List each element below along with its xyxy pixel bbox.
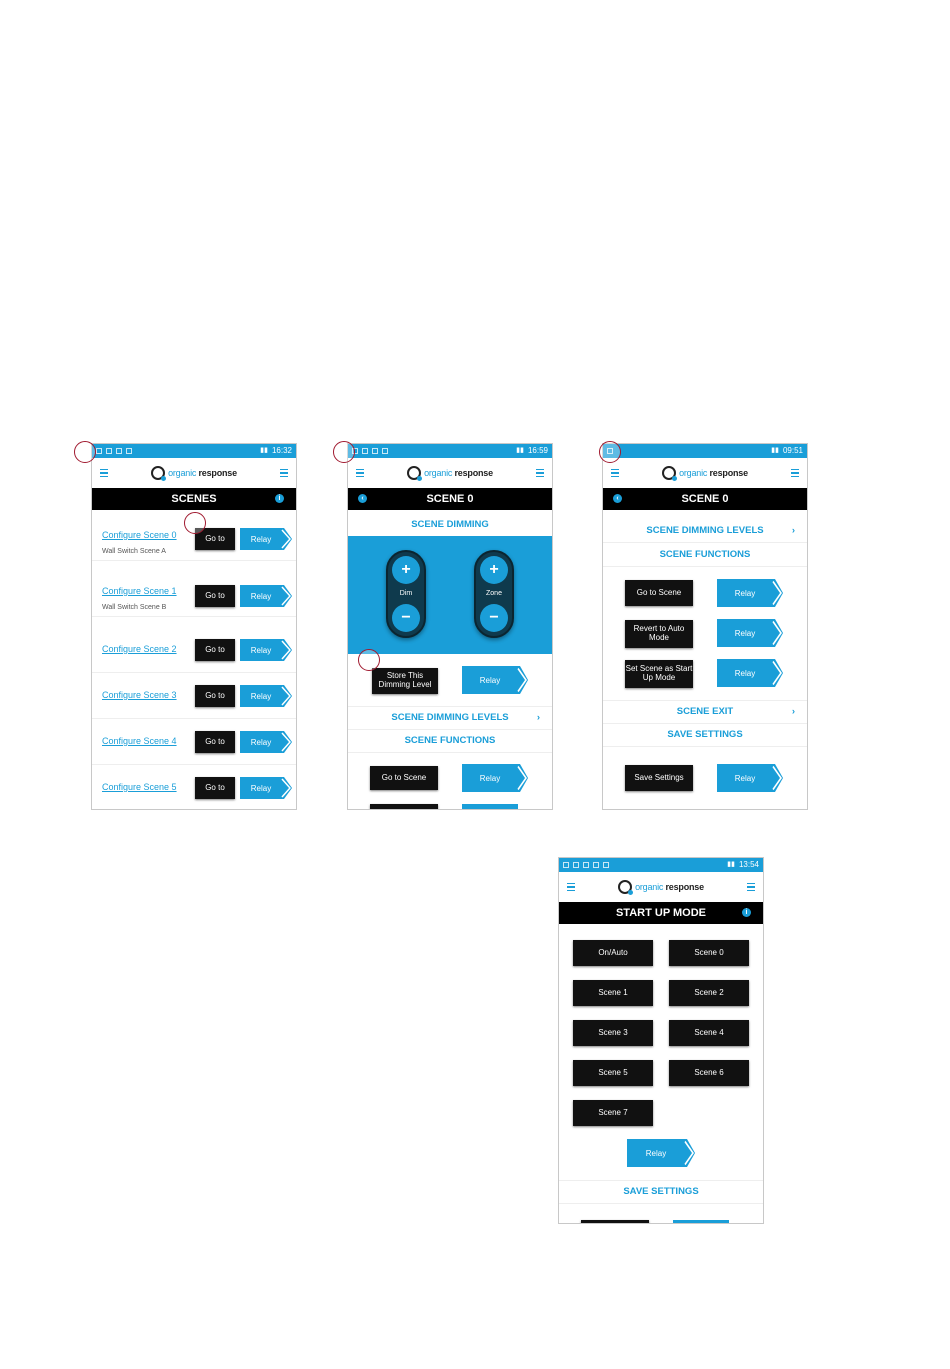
page-title: ‹ SCENE 0 [603, 488, 807, 510]
relay-arrow-icon [514, 666, 528, 694]
logo-mark-icon [662, 466, 676, 480]
notification-icons [563, 862, 609, 868]
relay-button[interactable]: Relay [717, 764, 773, 792]
status-bar [559, 858, 763, 872]
back-icon[interactable]: ‹ [613, 494, 622, 503]
options-menu-icon[interactable] [536, 469, 544, 478]
organic-response-logo: organic response [618, 880, 704, 894]
relay-arrow-icon [769, 619, 783, 647]
startup-option-button[interactable]: Scene 1 [573, 980, 653, 1006]
annotation-marker [333, 441, 355, 463]
startup-option-button[interactable]: Scene 7 [573, 1100, 653, 1126]
menu-icon[interactable] [567, 883, 575, 892]
options-menu-icon[interactable] [280, 469, 288, 478]
zone-up-button[interactable]: + [480, 556, 508, 584]
scene-subtitle: Wall Switch Scene A [102, 548, 166, 555]
menu-icon[interactable] [611, 469, 619, 478]
status-time: 13:54 [738, 860, 759, 869]
zone-control [474, 550, 514, 638]
status-time: 09:51 [782, 446, 803, 455]
page-title: ‹ SCENE 0 [348, 488, 552, 510]
annotation-marker [184, 512, 206, 534]
relay-button[interactable] [673, 1220, 729, 1224]
configure-scene-link[interactable]: Configure Scene 5 [102, 782, 177, 792]
scene-dimming-header: SCENE DIMMING [348, 514, 552, 537]
info-icon[interactable]: i [275, 494, 284, 503]
signal-icon: ▮▮ [516, 447, 524, 454]
startup-option-button[interactable]: Scene 0 [669, 940, 749, 966]
relay-arrow-icon [278, 528, 292, 550]
relay-button[interactable]: Relay [462, 764, 518, 792]
scene-row [92, 672, 296, 719]
scene-functions-header: SCENE FUNCTIONS [348, 730, 552, 753]
scene-row [92, 626, 296, 673]
relay-button[interactable]: Relay [717, 579, 773, 607]
scene-exit-link[interactable]: SCENE EXIT › [603, 700, 807, 724]
scene-row [92, 570, 296, 617]
startup-option-button[interactable]: On/Auto [573, 940, 653, 966]
chevron-right-icon: › [791, 706, 795, 717]
annotation-marker [74, 441, 96, 463]
notification-icons [96, 448, 132, 454]
relay-arrow-icon [278, 639, 292, 661]
configure-scene-link[interactable]: Configure Scene 0 [102, 530, 177, 540]
scene-row [92, 764, 296, 810]
startup-option-button[interactable]: Scene 3 [573, 1020, 653, 1046]
chevron-right-icon: › [791, 525, 795, 536]
notification-icons [352, 448, 388, 454]
relay-button[interactable]: Relay [717, 659, 773, 687]
relay-arrow-icon [769, 764, 783, 792]
page-title: SCENES i [92, 488, 296, 510]
phone-scenes [91, 443, 297, 810]
goto-button[interactable]: Go to [195, 585, 235, 607]
goto-button[interactable]: Go to [195, 777, 235, 799]
dimming-panel [348, 536, 552, 654]
app-header [92, 458, 296, 488]
page-title: START UP MODE i [559, 902, 763, 924]
relay-arrow-icon [278, 685, 292, 707]
annotation-marker [599, 441, 621, 463]
scene-dimming-levels-link[interactable]: SCENE DIMMING LEVELS › [603, 520, 807, 543]
save-settings-header: SAVE SETTINGS [559, 1180, 763, 1204]
info-icon[interactable]: i [742, 908, 751, 917]
relay-button[interactable]: Relay [240, 685, 282, 707]
signal-icon: ▮▮ [727, 861, 735, 868]
relay-button[interactable]: Relay [240, 777, 282, 799]
organic-response-logo: organic response [662, 466, 748, 480]
relay-button[interactable]: Relay [627, 1139, 685, 1167]
save-settings-header: SAVE SETTINGS [603, 724, 807, 747]
status-time: 16:59 [527, 446, 548, 455]
relay-button[interactable]: Relay [240, 731, 282, 753]
goto-button[interactable]: Go to [195, 528, 235, 550]
relay-button[interactable]: Relay [240, 639, 282, 661]
logo-mark-icon [618, 880, 632, 894]
scene-row [92, 718, 296, 765]
phone-scene-dimming [347, 443, 553, 810]
relay-arrow-icon [278, 777, 292, 799]
relay-arrow-icon [514, 764, 528, 792]
goto-scene-button[interactable]: Go to Scene [370, 766, 438, 790]
status-time: 16:32 [271, 446, 292, 455]
dim-label: Dim [399, 590, 413, 597]
set-startup-mode-button[interactable]: Set Scene as Start Up Mode [625, 660, 693, 688]
startup-option-button[interactable]: Scene 5 [573, 1060, 653, 1086]
organic-response-logo: organic response [151, 466, 237, 480]
options-menu-icon[interactable] [747, 883, 755, 892]
configure-scene-link[interactable]: Configure Scene 2 [102, 644, 177, 654]
annotation-marker [358, 649, 380, 671]
chevron-right-icon: › [536, 712, 540, 723]
relay-arrow-icon [769, 659, 783, 687]
save-settings-button[interactable]: Save Settings [625, 765, 693, 791]
goto-button[interactable]: Go to [195, 639, 235, 661]
relay-arrow-icon [681, 1139, 695, 1167]
dim-control [386, 550, 426, 638]
signal-icon: ▮▮ [771, 447, 779, 454]
dim-down-button[interactable]: − [392, 604, 420, 632]
startup-option-button[interactable]: Scene 2 [669, 980, 749, 1006]
relay-arrow-icon [278, 585, 292, 607]
scene-dimming-levels-link[interactable]: SCENE DIMMING LEVELS › [348, 706, 552, 730]
scene-functions-header: SCENE FUNCTIONS [603, 544, 807, 567]
phone-startup-mode [558, 857, 764, 1224]
relay-button[interactable]: Relay [717, 619, 773, 647]
next-function-button[interactable] [370, 804, 438, 810]
logo-mark-icon [407, 466, 421, 480]
save-settings-button[interactable] [581, 1220, 649, 1224]
phone-scene-functions [602, 443, 808, 810]
menu-icon[interactable] [100, 469, 108, 478]
goto-scene-button[interactable]: Go to Scene [625, 580, 693, 606]
scene-subtitle: Wall Switch Scene B [102, 604, 167, 611]
status-bar [92, 444, 296, 458]
back-icon[interactable]: ‹ [358, 494, 367, 503]
zone-label: Zone [486, 590, 502, 597]
revert-auto-mode-button[interactable]: Revert to Auto Mode [625, 620, 693, 648]
goto-button[interactable]: Go to [195, 685, 235, 707]
goto-button[interactable]: Go to [195, 731, 235, 753]
store-dimming-level-button[interactable]: Store This Dimming Level [372, 668, 438, 694]
configure-scene-link[interactable]: Configure Scene 3 [102, 690, 177, 700]
relay-button[interactable]: Relay [462, 666, 518, 694]
dim-up-button[interactable]: + [392, 556, 420, 584]
relay-arrow-icon [278, 731, 292, 753]
status-bar [348, 444, 552, 458]
status-bar [603, 444, 807, 458]
menu-icon[interactable] [356, 469, 364, 478]
app-header [603, 458, 807, 488]
configure-scene-link[interactable]: Configure Scene 1 [102, 586, 177, 596]
logo-mark-icon [151, 466, 165, 480]
signal-icon: ▮▮ [260, 447, 268, 454]
startup-option-button[interactable]: Scene 6 [669, 1060, 749, 1086]
configure-scene-link[interactable]: Configure Scene 4 [102, 736, 177, 746]
app-header [559, 872, 763, 902]
startup-option-button[interactable]: Scene 4 [669, 1020, 749, 1046]
organic-response-logo: organic response [407, 466, 493, 480]
zone-down-button[interactable]: − [480, 604, 508, 632]
app-header [348, 458, 552, 488]
relay-button[interactable] [462, 804, 518, 810]
relay-button[interactable]: Relay [240, 528, 282, 550]
relay-button[interactable]: Relay [240, 585, 282, 607]
options-menu-icon[interactable] [791, 469, 799, 478]
relay-arrow-icon [769, 579, 783, 607]
